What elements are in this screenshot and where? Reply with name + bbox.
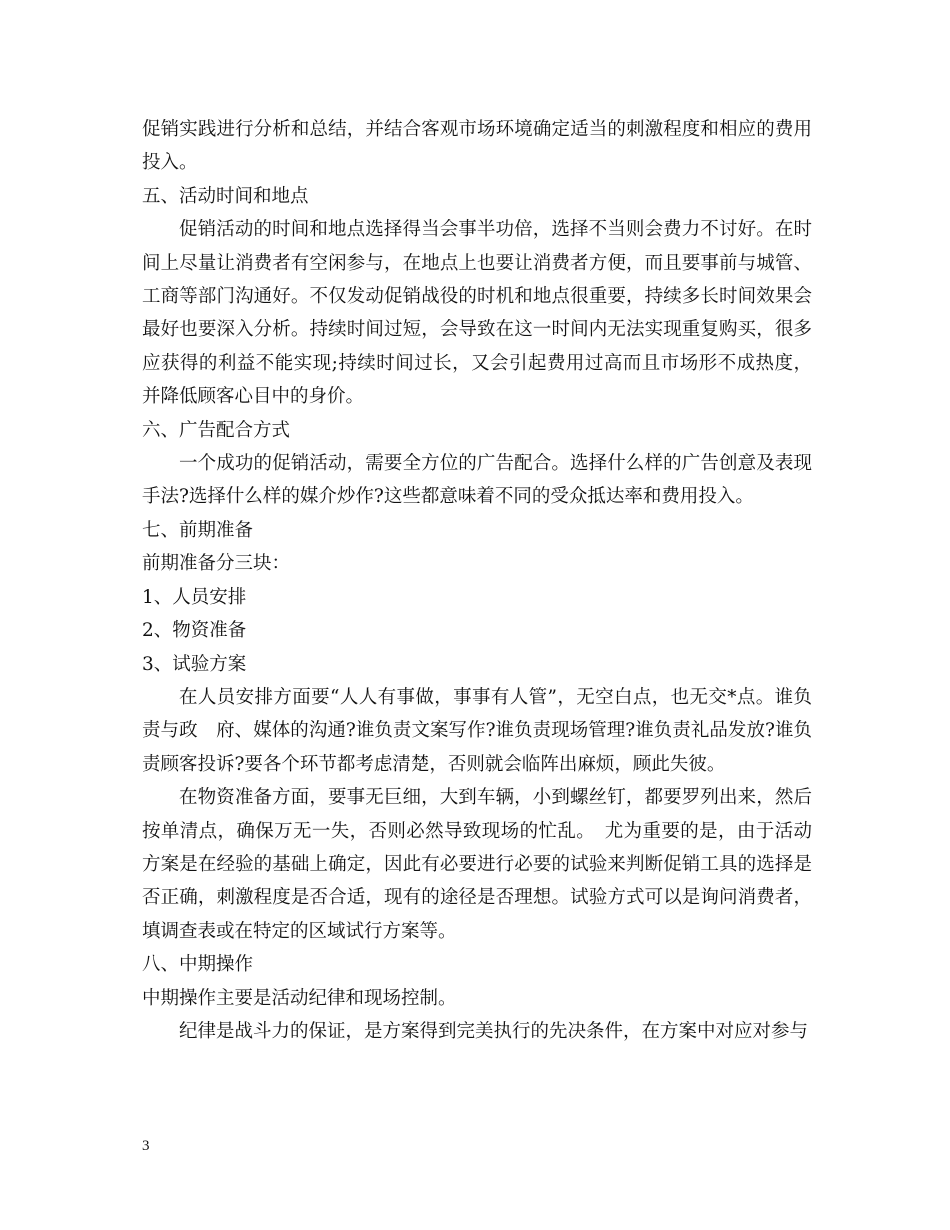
paragraph-advertising: 一个成功的促销活动，需要全方位的广告配合。选择什么样的广告创意及表现手法?选择什么样的媒介炒作?这些都意味着不同的受众抵达率和费用投入。 <box>142 453 812 508</box>
section-heading-time-location: 五、活动时间和地点 <box>142 185 309 207</box>
list-item-materials: 2、物资准备 <box>142 620 247 642</box>
paragraph-time-location: 促销活动的时间和地点选择得当会事半功倍，选择不当则会费力不讨好。在时间上尽量让消费者有空闲参与，在地点上也要让消费者方便，而且要事前与城管、工商等部门沟通好。不仅发动促销战役的时机和地点很重要，持续多长时间效果会最好也要深入分析。持续时间过短，会导致在这一时间内无法实现重复购买，很多应获得的利益不能实现;持续时间过长，又会引起费用过高而且市场形不成热度，并降低顾客心目中的身价。 <box>142 219 812 408</box>
paragraph-mid-operation-intro: 中期操作主要是活动纪律和现场控制。 <box>142 987 457 1009</box>
paragraph-staffing: 在人员安排方面要“人人有事做，事事有人管”，无空白点，也无交*点。谁负责与政 府、媒体的沟通?谁负责文案写作?谁负责现场管理?谁负责礼品发放?谁负责顾客投诉?要各个环节都考虑清楚，否则就会临阵出麻烦，顾此失彼。 <box>142 686 812 775</box>
list-item-trial-plan: 3、试验方案 <box>142 653 247 675</box>
list-item-staffing: 1、人员安排 <box>142 586 247 608</box>
paragraph-discipline: 纪律是战斗力的保证，是方案得到完美执行的先决条件，在方案中对应对参与 <box>179 1020 809 1042</box>
document-body <box>142 113 812 1048</box>
section-heading-mid-operation: 八、中期操作 <box>142 954 254 976</box>
section-heading-preparation: 七、前期准备 <box>142 519 254 541</box>
paragraph-continuation: 促销实践进行分析和总结，并结合客观市场环境确定适当的刺激程度和相应的费用投入。 <box>142 119 812 174</box>
paragraph-preparation-intro: 前期准备分三块： <box>142 553 291 575</box>
section-heading-advertising: 六、广告配合方式 <box>142 419 291 441</box>
page-number: 3 <box>142 1138 150 1154</box>
paragraph-materials: 在物资准备方面，要事无巨细，大到车辆，小到螺丝钉，都要罗列出来，然后按单清点，确保万无一失，否则必然导致现场的忙乱。 尤为重要的是，由于活动方案是在经验的基础上确定，因此有必要进行必要的试验来判断促销工具的选择是否正确，刺激程度是否合适，现有的途径是否理想。试验方式可以是询问消费者，填调查表或在特定的区域试行方案等。 <box>142 787 812 942</box>
